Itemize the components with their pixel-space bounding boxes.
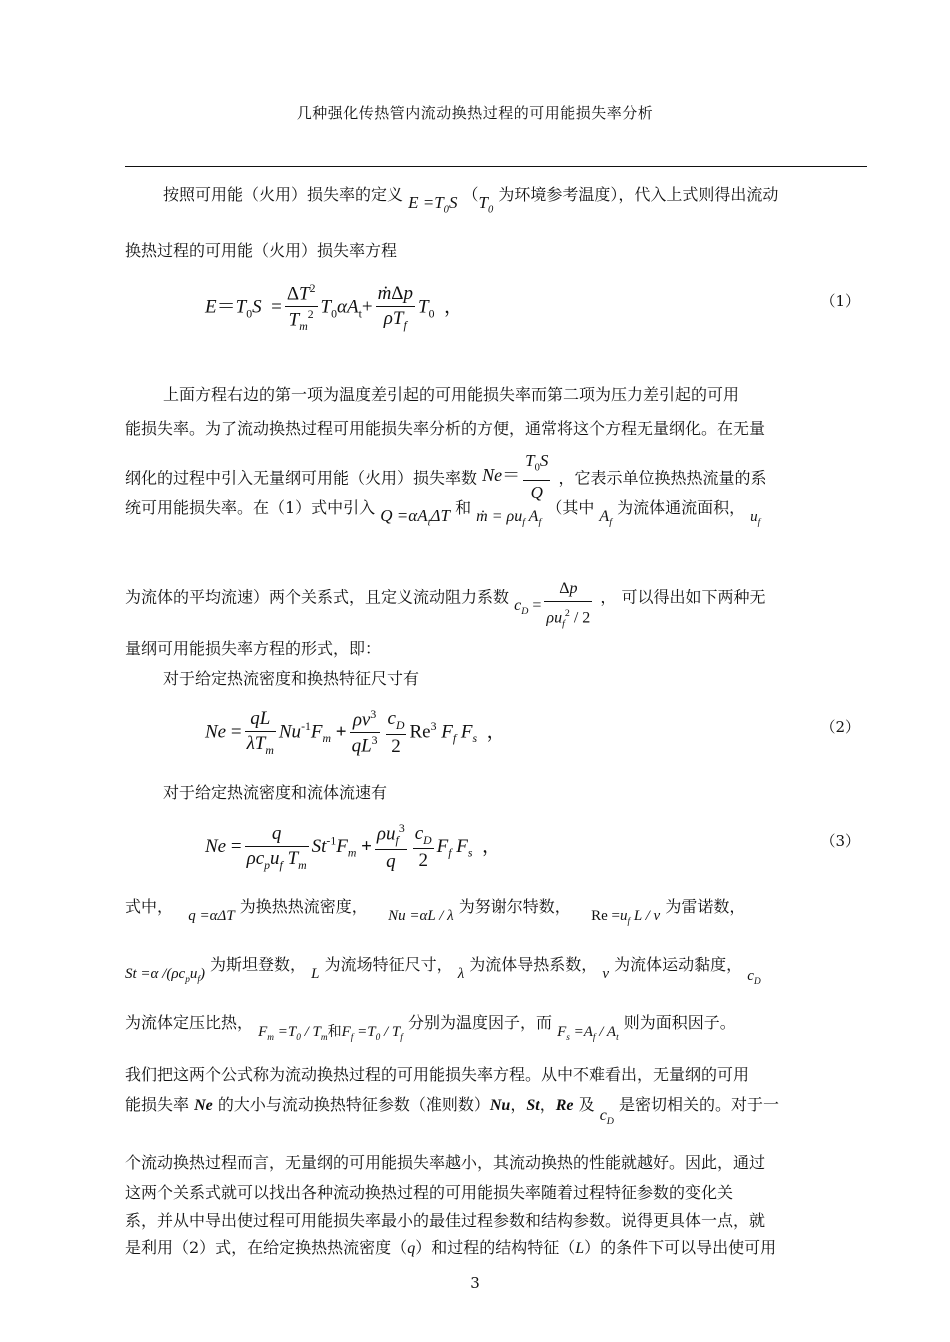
symbol-uf: $u_f$	[750, 509, 761, 528]
equation-number: （1）	[820, 292, 860, 310]
formula-Q: $Q =\alpha A_t\Delta T$	[380, 506, 450, 529]
equation-number: （2）	[820, 718, 860, 736]
paragraph-line: 这两个关系式就可以找出各种流动换热过程的可用能损失率随着过程特征参数的变化关	[125, 1183, 734, 1202]
definition-line: 式中， q =αΔT 为换热热流密度， Nu =αL / λ 为努谢尔特数， $Re =u_f$ L / ν 为雷诺数，	[125, 897, 746, 927]
symbol-nu: ν	[602, 966, 610, 982]
paragraph-line: 为流体的平均流速）两个关系式，且定义流动阻力系数 $c_D$ = $\frac{\Delta p}{\rho u_f^2 / 2}$ ， 可以得出如下两种无	[125, 580, 766, 630]
paragraph-line: 能损失率。为了流动换热过程可用能损失率分析的方便，通常将这个方程无量纲化。在无量	[125, 419, 766, 438]
formula-cD: $c_D$ = $\frac{\Delta p}{\rho u_f^2 / 2}$	[514, 580, 591, 630]
symbol-lambda: λ	[457, 966, 465, 982]
symbol-T0: $T_0$	[478, 193, 494, 216]
symbol-cD: $c_D$	[599, 1107, 614, 1128]
equation-3: Ne = $\frac{q}{\rho c_pu_f T_m}$ $St^{-1}F_m$ + $\frac{\rho u_f^3}{q}$ $\frac{c_D}{2}$ $F_f$ $F_s$ ，	[205, 822, 502, 873]
running-header: 几种强化传热管内流动换热过程的可用能损失率分析	[296, 104, 654, 122]
symbol-L: L	[311, 966, 320, 982]
paragraph-line: 个流动换热过程而言，无量纲的可用能损失率越小，其流动换热的性能就越好。因此，通过	[125, 1153, 766, 1172]
paragraph-line: 按照可用能（火用）损失率的定义 $E =T_0S$ （$T_0$ 为环境参考温度），代入上式则得出流动	[163, 185, 779, 216]
formula-q: q =αΔT	[188, 908, 235, 924]
paragraph-line: 对于给定热流密度和流体流速有	[163, 783, 388, 802]
formula-Ff: $F_f =T_0 / T_f$	[341, 1024, 403, 1043]
symbol-q: q	[407, 1240, 416, 1257]
paragraph-line: 统可用能损失率。在（1）式中引入 $Q =\alpha A_t\Delta T$ 和 ṁ = $\rho u_f$ $A_f$ （其中 $A_f$ 为流体通流面积， $u_f$	[125, 498, 761, 529]
paragraph-line: 对于给定热流密度和换热特征尺寸有	[163, 669, 420, 688]
symbol-cD: $c_D$	[747, 968, 761, 987]
symbol-Af: $A_f$	[599, 508, 612, 529]
equation-1: $E=T_0S$ = $\frac{\Delta T^2}{T_m^2}$ $T_0\alpha A_t+$ $\frac{\text{ṁΔp}}{\rho T_f}$ $T_0$ ，	[205, 282, 463, 334]
header-rule	[125, 166, 867, 167]
definition-line: 为流体定压比热， $F_m =T_0 / T_m$和$F_f =T_0 / T_f$ 分别为温度因子，而 $F_s =A_f / A_t$ 则为面积因子。	[125, 1013, 736, 1043]
formula-Re: $Re =u_f$ L / ν	[591, 908, 661, 927]
paragraph-line: 纲化的过程中引入无量纲可用能（火用）损失率数 Ne＝ $\frac{T_0S}{Q}$ ，它表示单位换热热流量的系	[125, 451, 767, 503]
equation-2: Ne = $\frac{qL}{\lambda T_m}$ $Nu^{-1}F_m$ + $\frac{\rho\nu^3}{qL^3}$ $\frac{c_D}{2}$ Re$^3$ $F_f$ $F_s$ ，	[205, 708, 506, 757]
equation-number: （3）	[820, 832, 860, 850]
formula-Ne: Ne＝ $\frac{T_0S}{Q}$	[482, 451, 549, 503]
formula-Fm: $F_m =T_0 / T_m$	[258, 1024, 328, 1043]
paragraph-line: 是利用（2）式，在给定换热热流密度（q）和过程的结构特征（L）的条件下可以导出使可用	[125, 1238, 777, 1257]
paragraph-line: 换热过程的可用能（火用）损失率方程	[125, 241, 398, 260]
formula-Nu: Nu =αL / λ	[388, 908, 454, 924]
paragraph-line: 系，并从中导出使过程可用能损失率最小的最佳过程参数和结构参数。说得更具体一点，就	[125, 1211, 766, 1230]
paragraph-line: 量纲可用能损失率方程的形式，即：	[125, 639, 382, 658]
paragraph-line: 能损失率 Ne 的大小与流动换热特征参数（准则数）Nu，St，Re 及 $c_D$ 是密切相关的。对于一	[125, 1095, 780, 1128]
formula-St: St =α $/(\rho c_pu_f)$	[125, 966, 205, 985]
paragraph-line: 上面方程右边的第一项为温度差引起的可用能损失率而第二项为压力差引起的可用	[163, 385, 740, 404]
paragraph-line: 我们把这两个公式称为流动换热过程的可用能损失率方程。从中不难看出，无量纲的可用	[125, 1065, 750, 1084]
page-number: 3	[470, 1274, 480, 1292]
formula-mdot: ṁ = $\rho u_f$ $A_f$	[476, 508, 542, 529]
definition-line: St =α $/(\rho c_pu_f)$ 为斯坦登数， L 为流场特征尺寸， λ 为流体导热系数， ν 为流体运动黏度， $c_D$	[125, 955, 761, 987]
symbol-L: L	[575, 1240, 585, 1257]
formula-Fs: $F_s =A_f / A_t$	[557, 1024, 619, 1043]
formula-E-T0S: $E =T_0S$	[408, 193, 458, 216]
